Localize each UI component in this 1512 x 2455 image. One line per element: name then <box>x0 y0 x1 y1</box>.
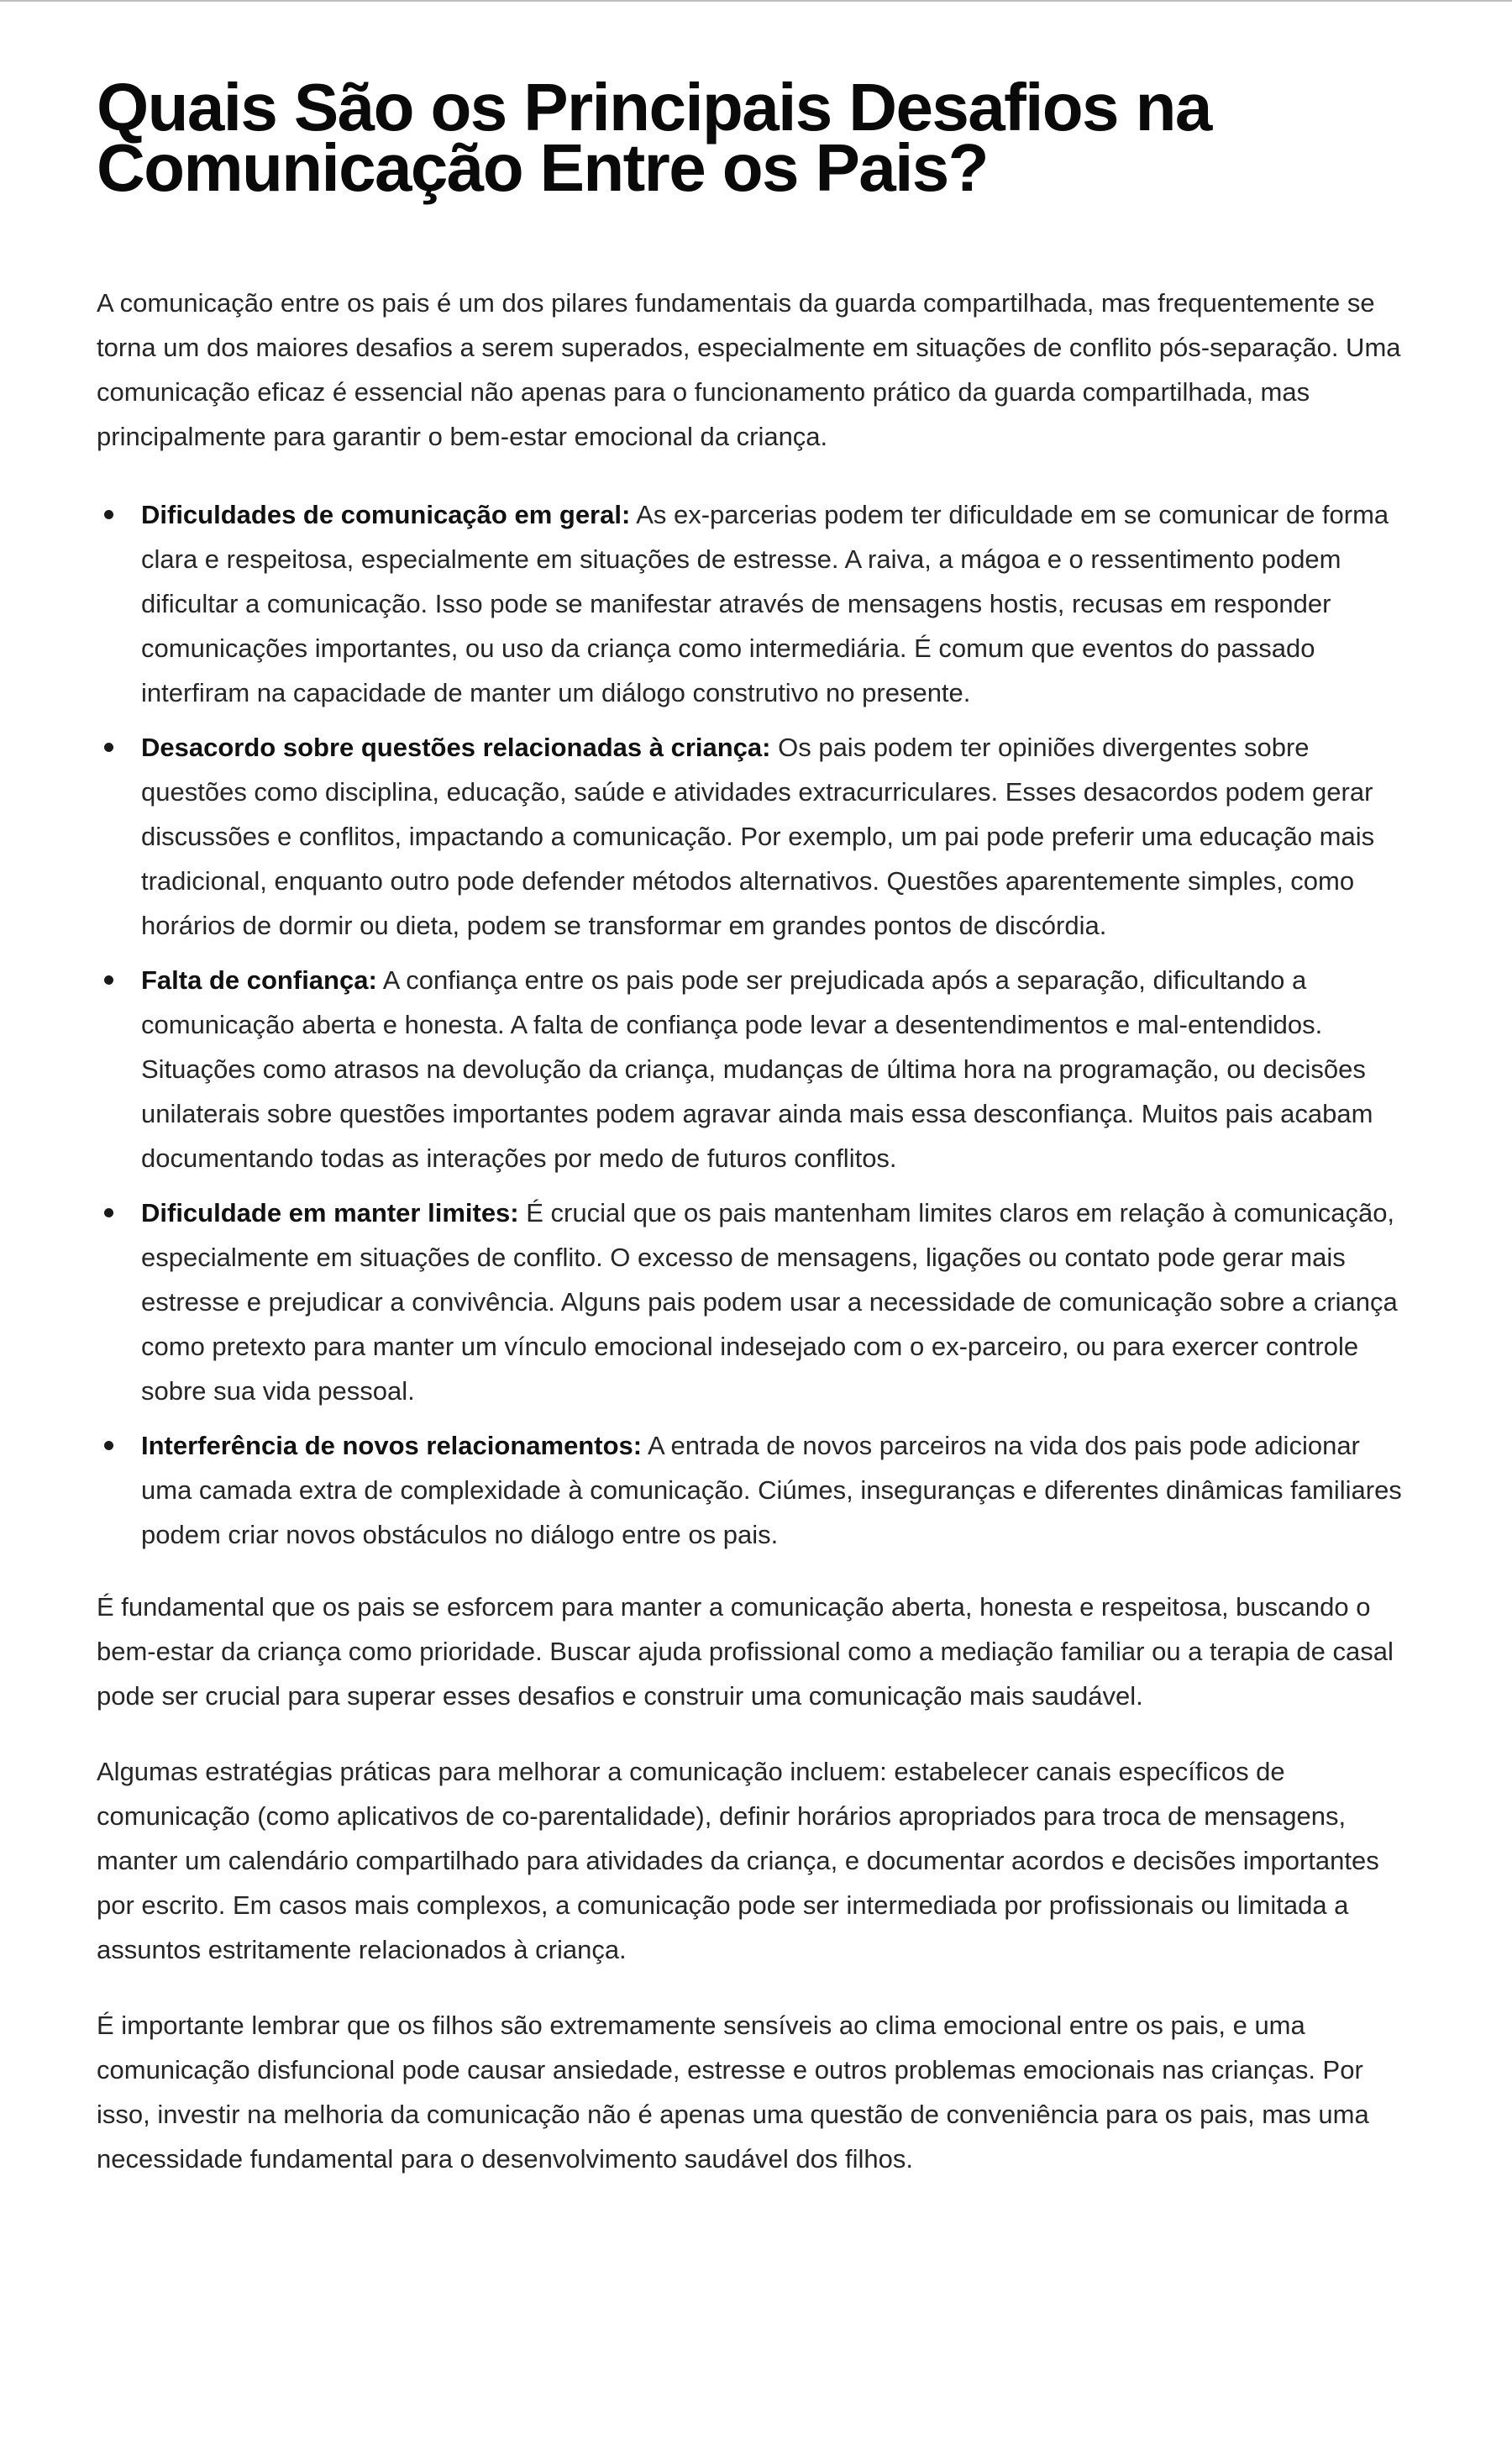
conclusion-paragraph: É fundamental que os pais se esforcem para manter a comunicação aberta, honesta e respeitosa, buscando o bem-estar da criança como prioridade. Buscar ajuda profissional como a mediação familiar ou a terapia de casal pode ser crucial para superar esses desafios e construir uma comunicação mais saudável. <box>97 1592 1394 1711</box>
list-item-term: Desacordo sobre questões relacionadas à criança: <box>141 733 771 762</box>
list-item <box>97 725 1415 948</box>
list-item-term: Falta de confiança: <box>141 965 377 995</box>
article <box>97 70 1415 2181</box>
strategies-paragraph: Algumas estratégias práticas para melhorar a comunicação incluem: estabelecer canais específicos de comunicação (como aplicativos de co-parentalidade), definir horários apropriados para troca de mensagens, manter um calendário compartilhado para atividades da criança, e documentar acordos e decisões importantes por escrito. Em casos mais complexos, a comunicação pode ser intermediada por profissionais ou limitada a assuntos estritamente relacionados à criança. <box>97 1757 1379 1964</box>
list-item <box>97 492 1415 715</box>
list-item-text: A confiança entre os pais pode ser prejudicada após a separação, dificultando a comunicação aberta e honesta. A falta de confiança pode levar a desentendimentos e mal-entendidos. Situações como atrasos na devolução da criança, mudanças de última hora na programação, ou decisões unilaterais sobre questões importantes podem agravar ainda mais essa desconfiança. Muitos pais acabam documentando todas as interações por medo de futuros conflitos. <box>141 965 1373 1173</box>
list-item <box>97 1423 1415 1557</box>
list-item-text: Os pais podem ter opiniões divergentes sobre questões como disciplina, educação, saúde e atividades extracurriculares. Esses desacordos podem gerar discussões e conflitos, impactando a comunicação. Por exemplo, um pai pode preferir uma educação mais tradicional, enquanto outro pode defender métodos alternativos. Questões aparentemente simples, como horários de dormir ou dieta, podem se transformar em grandes pontos de discórdia. <box>141 733 1375 940</box>
list-item-term: Dificuldades de comunicação em geral: <box>141 500 631 529</box>
list-item <box>97 1191 1415 1413</box>
bullet-icon <box>104 1208 113 1217</box>
list-item-term: Interferência de novos relacionamentos: <box>141 1431 643 1460</box>
list-item-term: Dificuldade em manter limites: <box>141 1198 519 1228</box>
page-title: Quais São os Principais Desafios na Comunicação Entre os Pais? <box>97 70 1211 205</box>
bullet-icon <box>104 975 113 985</box>
list-item-text: A entrada de novos parceiros na vida dos pais pode adicionar uma camada extra de complexidade à comunicação. Ciúmes, inseguranças e diferentes dinâmicas familiares podem criar novos obstáculos no diálogo entre os pais. <box>141 1431 1402 1549</box>
intro-paragraph: A comunicação entre os pais é um dos pilares fundamentais da guarda compartilhada, mas frequentemente se torna um dos maiores desafios a serem superados, especialmente em situações de conflito pós-separação. Uma comunicação eficaz é essencial não apenas para o funcionamento prático da guarda compartilhada, mas principalmente para garantir o bem-estar emocional da criança. <box>97 288 1401 451</box>
bullet-icon <box>104 510 113 519</box>
list-item <box>97 958 1415 1180</box>
list-item-text: É crucial que os pais mantenham limites claros em relação à comunicação, especialmente em situações de conflito. O excesso de mensagens, ligações ou contato pode gerar mais estresse e prejudicar a convivência. Alguns pais podem usar a necessidade de comunicação sobre a criança como pretexto para manter um vínculo emocional indesejado com o ex-parceiro, ou para exercer controle sobre sua vida pessoal. <box>141 1198 1398 1406</box>
top-border-line <box>0 0 1512 2</box>
list-item-text: As ex-parcerias podem ter dificuldade em se comunicar de forma clara e respeitosa, especialmente em situações de estresse. A raiva, a mágoa e o ressentimento podem dificultar a comunicação. Isso pode se manifestar através de mensagens hostis, recusas em responder comunicações importantes, ou uso da criança como intermediária. É comum que eventos do passado interfiram na capacidade de manter um diálogo construtivo no presente. <box>141 500 1389 707</box>
bullet-icon <box>104 743 113 752</box>
bullet-icon <box>104 1441 113 1450</box>
closing-paragraph: É importante lembrar que os filhos são extremamente sensíveis ao clima emocional entre os pais, e uma comunicação disfuncional pode causar ansiedade, estresse e outros problemas emocionais nas crianças. Por isso, investir na melhoria da comunicação não é apenas uma questão de conveniência para os pais, mas uma necessidade fundamental para o desenvolvimento saudável dos filhos. <box>97 2011 1369 2174</box>
challenges-list <box>97 492 1415 1557</box>
